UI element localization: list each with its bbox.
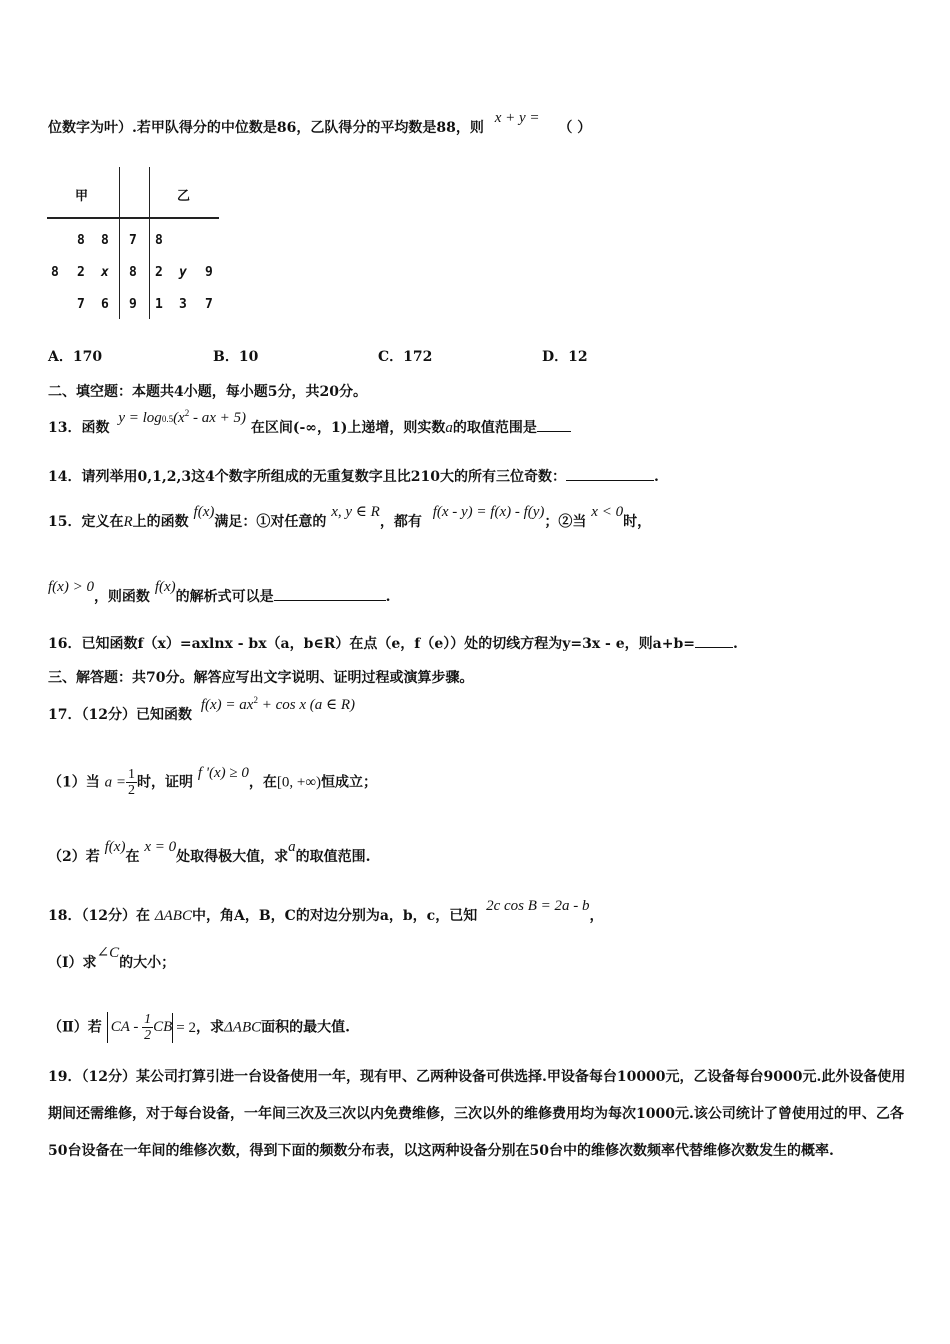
q15-t1: 上的函数: [132, 514, 189, 530]
q17-number: 17．（12分）已知函数: [48, 707, 192, 723]
q13-answer-blank[interactable]: [537, 419, 571, 432]
q13-formula: [118, 410, 246, 426]
q18-end: ，: [589, 908, 604, 924]
q15-f6: f(x): [154, 579, 176, 595]
q18-p2-text: ，求: [195, 1019, 224, 1036]
stem-leaf-right-header: 乙: [177, 189, 191, 204]
q18-line: [48, 898, 604, 925]
q15-f4: x < 0: [591, 504, 624, 520]
q19-paragraph: 19．（12分）某公司打算引进一台设备使用一年，现有甲、乙两种设备可供选择.甲设备每台10000元，乙设备每台9000元.此外设备使用期间还需维修，对于每台设备，一年间三次及三次以内免费维修，三次以外的维修费用均为每次1000元.该公司统计了曾使用过的甲、乙各50台设备在一年间的维修次数，得到下面的频数分布表，以这两种设备分别在50台中的维修次数频率代替维修次数发生的概率.: [48, 1069, 906, 1159]
q17-p1-den: 2: [128, 783, 135, 798]
q18-p2-num: 1: [144, 1012, 152, 1028]
option-d: D．12: [542, 349, 588, 365]
q18-p1-label: （Ⅰ）求: [48, 955, 97, 971]
q12-line: [48, 110, 592, 137]
q15-t3: ，都有: [379, 514, 422, 530]
stem-leaf-cell: 7: [77, 297, 85, 312]
stem-leaf-cell: 2: [77, 265, 85, 280]
q12-text: 位数字为叶）.若甲队得分的中位数是86，乙队得分的平均数是88，则: [48, 120, 484, 136]
q14-answer-blank[interactable]: [566, 468, 654, 481]
q18-formula: 2c cos B = 2a - b: [486, 898, 590, 914]
q18-p2-fraction: [142, 1012, 153, 1043]
stem-leaf-cell: 8: [101, 233, 109, 248]
stem-leaf-cell: 6: [101, 297, 109, 312]
q17-part-1: [48, 764, 378, 798]
stem-leaf-cell: 7: [205, 297, 213, 312]
stem-leaf-divider-left: [119, 167, 120, 319]
q17-part-2: [48, 839, 371, 866]
q15-end: .: [385, 589, 391, 605]
stem-leaf-cell: 1: [155, 297, 163, 312]
stem-leaf-header-rule: [47, 217, 219, 219]
q15-f3: f(x - y) = f(x) - f(y): [432, 504, 545, 520]
q13-text2: 的取值范围是: [452, 420, 537, 436]
q17-p2-text3: 的取值范围.: [295, 849, 371, 865]
q18-p1-angle: ∠C: [96, 945, 120, 961]
stem-leaf-cell: 8: [51, 265, 59, 280]
q17-p1-text3: 恒成立；: [321, 774, 378, 791]
q15-f5: f(x) > 0: [48, 579, 94, 595]
q13-text: 在区间(-∞，1)上递增，则实数: [250, 420, 446, 436]
stem-leaf-left-header: 甲: [75, 189, 89, 204]
q18-p2-den: 2: [144, 1028, 152, 1044]
q17-p1-label: （1）当: [48, 774, 100, 791]
option-a: A．170: [48, 349, 103, 365]
q17-p1-num: 1: [128, 767, 135, 782]
q18-text: 中，角A，B，C的对边分别为a，b，c，已知: [191, 908, 478, 924]
stem-leaf-cell: y: [179, 265, 187, 280]
q16-answer-blank[interactable]: [695, 635, 733, 648]
stem-leaf-plot: [47, 167, 227, 322]
q17-p2-var: a: [288, 839, 296, 855]
q17-p1-interval: [0, +∞): [276, 774, 322, 791]
stem-leaf-cell: x: [101, 265, 109, 280]
q12-paren: （ ）: [558, 120, 592, 136]
q13-var: a: [445, 420, 453, 436]
q14-end: .: [654, 469, 659, 485]
q13-formula-arg: (x: [173, 410, 185, 426]
q15-t7: 的解析式可以是: [175, 589, 274, 605]
q18-p2-ca: CA -: [110, 1019, 143, 1035]
q18-part-2: [48, 1012, 350, 1043]
q15-f1: f(x): [193, 504, 215, 520]
q13-formula-log: y = log: [118, 410, 162, 426]
q17-p2-text: 在: [125, 849, 140, 865]
q18-p2-triangle: ΔABC: [223, 1019, 262, 1036]
q14-text: 14．请列举用0,1,2,3这4个数字所组成的无重复数字且比210大的所有三位奇数：: [48, 469, 567, 485]
stem-leaf-cell: 9: [205, 265, 213, 280]
q17-formula-rest: + cos x (a ∈ R): [257, 697, 355, 713]
q18-p2-text2: 面积的最大值.: [261, 1019, 350, 1036]
q18-triangle: ΔABC: [154, 908, 192, 924]
q17-p2-text2: 处取得极大值，求: [176, 849, 289, 865]
option-c: C．172: [378, 349, 433, 365]
q13-formula-base: 0.5: [161, 414, 174, 424]
q15-line-2: [48, 579, 391, 606]
section-fill-in-heading: 二、填空题：本题共4小题，每小题5分，共20分。: [48, 384, 367, 400]
stem-leaf-stem: 9: [129, 297, 137, 312]
q18-p1-end: 的大小；: [119, 955, 176, 971]
q17-p1-text: 时，证明: [137, 774, 193, 791]
stem-leaf-cell: 2: [155, 265, 163, 280]
stem-leaf-divider-right: [149, 167, 150, 319]
q18-p2-eq: = 2: [172, 1013, 196, 1043]
option-b: B．10: [213, 349, 259, 365]
q17-line: [48, 695, 355, 724]
q17-p1-fraction: [126, 767, 137, 798]
q17-formula: [201, 697, 355, 713]
q17-p2-x: x = 0: [144, 839, 177, 855]
q17-p2-label: （2）若: [48, 849, 100, 865]
q15-line-1: [48, 504, 652, 531]
q17-p1-f: f '(x) ≥ 0: [197, 764, 249, 781]
q17-formula-main: f(x) = ax: [200, 697, 254, 713]
q16-end: .: [732, 636, 738, 652]
q15-t6: ，则函数: [93, 589, 150, 605]
q17-p1-eq: a =: [104, 774, 126, 791]
stem-leaf-cell: 3: [179, 297, 187, 312]
q13-line: [48, 408, 571, 437]
q17-p2-f: f(x): [104, 839, 126, 855]
stem-leaf-stem: 7: [129, 233, 137, 248]
q18-part-1: [48, 945, 176, 972]
q15-t5: 时，: [623, 514, 652, 530]
q13-number: 13．函数: [48, 420, 110, 436]
q15-number: 15．定义在: [48, 514, 124, 530]
q18-number: 18．（12分）在: [48, 908, 150, 924]
q15-r: R: [123, 514, 133, 530]
q17-p1-text2: ，在: [248, 774, 277, 791]
q17-formula-exp: 2: [253, 695, 258, 705]
q15-f2: x, y ∈ R: [331, 504, 380, 520]
q12-formula: x + y =: [494, 110, 540, 126]
q16-text: 16．已知函数f（x）=axlnx - bx（a，b∈R）在点（e，f（e））处的切线方程为y=3x - e，则a+b=: [48, 636, 695, 652]
section-answer-heading: 三、解答题：共70分。解答应写出文字说明、证明过程或演算步骤。: [48, 670, 474, 686]
q18-p2-vector-expr: [107, 1012, 173, 1043]
q15-t4: ；②当: [544, 514, 587, 530]
q18-p2-cb: CB: [153, 1019, 173, 1035]
stem-leaf-stem: 8: [129, 265, 137, 280]
q13-formula-rest: - ax + 5): [189, 410, 246, 426]
q13-formula-exp: 2: [184, 408, 190, 418]
q15-t2: 满足：①对任意的: [214, 514, 327, 530]
q16-line: [48, 633, 738, 653]
q18-p2-label: （Ⅱ）若: [48, 1019, 102, 1036]
stem-leaf-cell: 8: [155, 233, 163, 248]
q14-line: [48, 466, 659, 486]
stem-leaf-cell: 8: [77, 233, 85, 248]
q15-answer-blank[interactable]: [274, 588, 386, 601]
